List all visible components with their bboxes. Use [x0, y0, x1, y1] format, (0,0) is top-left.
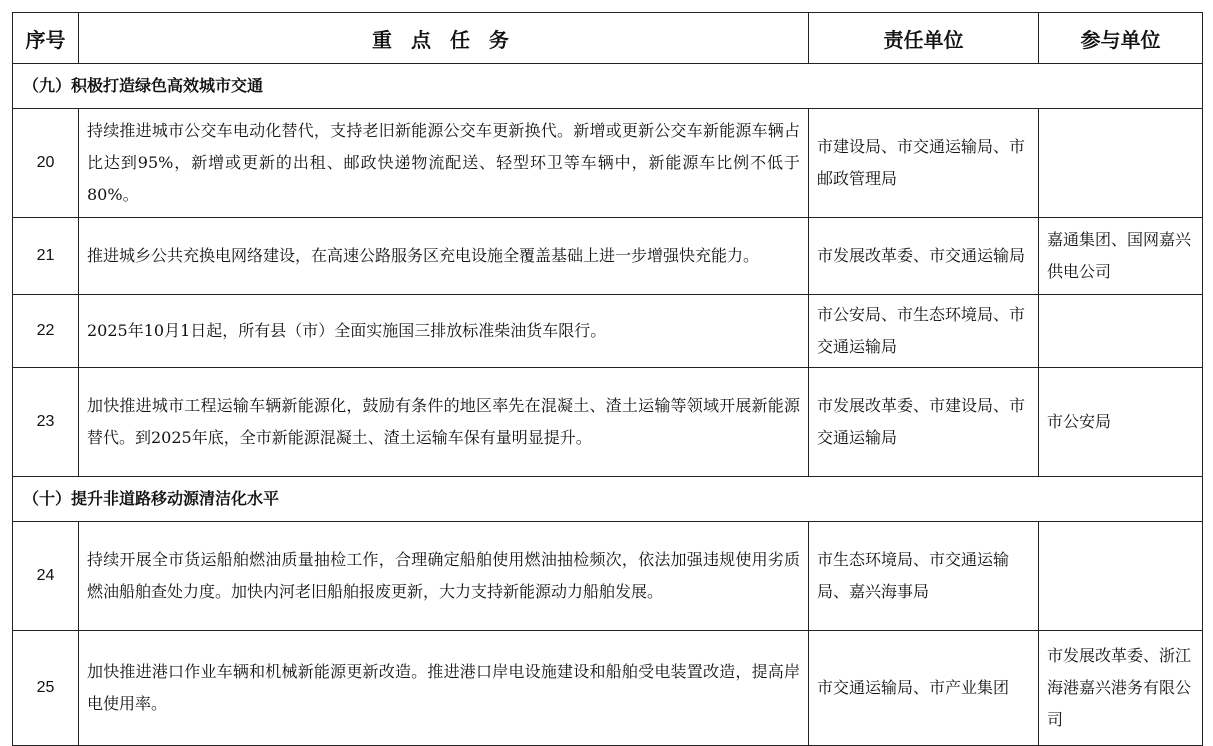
header-participating: 参与单位	[1039, 13, 1203, 64]
table-row	[13, 109, 1203, 218]
row-task: 推进城乡公共充换电网络建设，在高速公路服务区充电设施全覆盖基础上进一步增强快充能力。	[79, 218, 809, 295]
row-number: 23	[13, 368, 79, 477]
row-participating	[1039, 295, 1203, 368]
row-participating	[1039, 109, 1203, 218]
task-table	[12, 12, 1203, 746]
row-responsible: 市生态环境局、市交通运输局、嘉兴海事局	[809, 522, 1039, 631]
row-number: 21	[13, 218, 79, 295]
row-number: 20	[13, 109, 79, 218]
section-title: （九）积极打造绿色高效城市交通	[13, 64, 1203, 109]
header-number: 序号	[13, 13, 79, 64]
table-row	[13, 218, 1203, 295]
row-task: 持续开展全市货运船舶燃油质量抽检工作，合理确定船舶使用燃油抽检频次，依法加强违规使用劣质燃油船舶查处力度。加快内河老旧船舶报废更新，大力支持新能源动力船舶发展。	[79, 522, 809, 631]
section-row	[13, 64, 1203, 109]
row-responsible: 市公安局、市生态环境局、市交通运输局	[809, 295, 1039, 368]
section-row	[13, 477, 1203, 522]
row-task: 持续推进城市公交车电动化替代，支持老旧新能源公交车更新换代。新增或更新公交车新能源车辆占比达到95%，新增或更新的出租、邮政快递物流配送、轻型环卫等车辆中，新能源车比例不低于80%。	[79, 109, 809, 218]
section-title: （十）提升非道路移动源清洁化水平	[13, 477, 1203, 522]
row-number: 22	[13, 295, 79, 368]
header-responsible: 责任单位	[809, 13, 1039, 64]
header-task: 重 点 任 务	[79, 13, 809, 64]
row-participating	[1039, 522, 1203, 631]
table-header-row	[13, 13, 1203, 64]
row-task: 加快推进港口作业车辆和机械新能源更新改造。推进港口岸电设施建设和船舶受电装置改造，提高岸电使用率。	[79, 631, 809, 746]
row-task: 加快推进城市工程运输车辆新能源化，鼓励有条件的地区率先在混凝土、渣土运输等领域开展新能源替代。到2025年底，全市新能源混凝土、渣土运输车保有量明显提升。	[79, 368, 809, 477]
table-row	[13, 295, 1203, 368]
row-responsible: 市发展改革委、市交通运输局	[809, 218, 1039, 295]
table-row	[13, 522, 1203, 631]
row-task: 2025年10月1日起，所有县（市）全面实施国三排放标准柴油货车限行。	[79, 295, 809, 368]
row-responsible: 市建设局、市交通运输局、市邮政管理局	[809, 109, 1039, 218]
row-participating: 市公安局	[1039, 368, 1203, 477]
row-responsible: 市发展改革委、市建设局、市交通运输局	[809, 368, 1039, 477]
row-participating: 市发展改革委、浙江海港嘉兴港务有限公司	[1039, 631, 1203, 746]
table-row	[13, 631, 1203, 746]
row-number: 25	[13, 631, 79, 746]
table-row	[13, 368, 1203, 477]
row-participating: 嘉通集团、国网嘉兴供电公司	[1039, 218, 1203, 295]
row-responsible: 市交通运输局、市产业集团	[809, 631, 1039, 746]
row-number: 24	[13, 522, 79, 631]
